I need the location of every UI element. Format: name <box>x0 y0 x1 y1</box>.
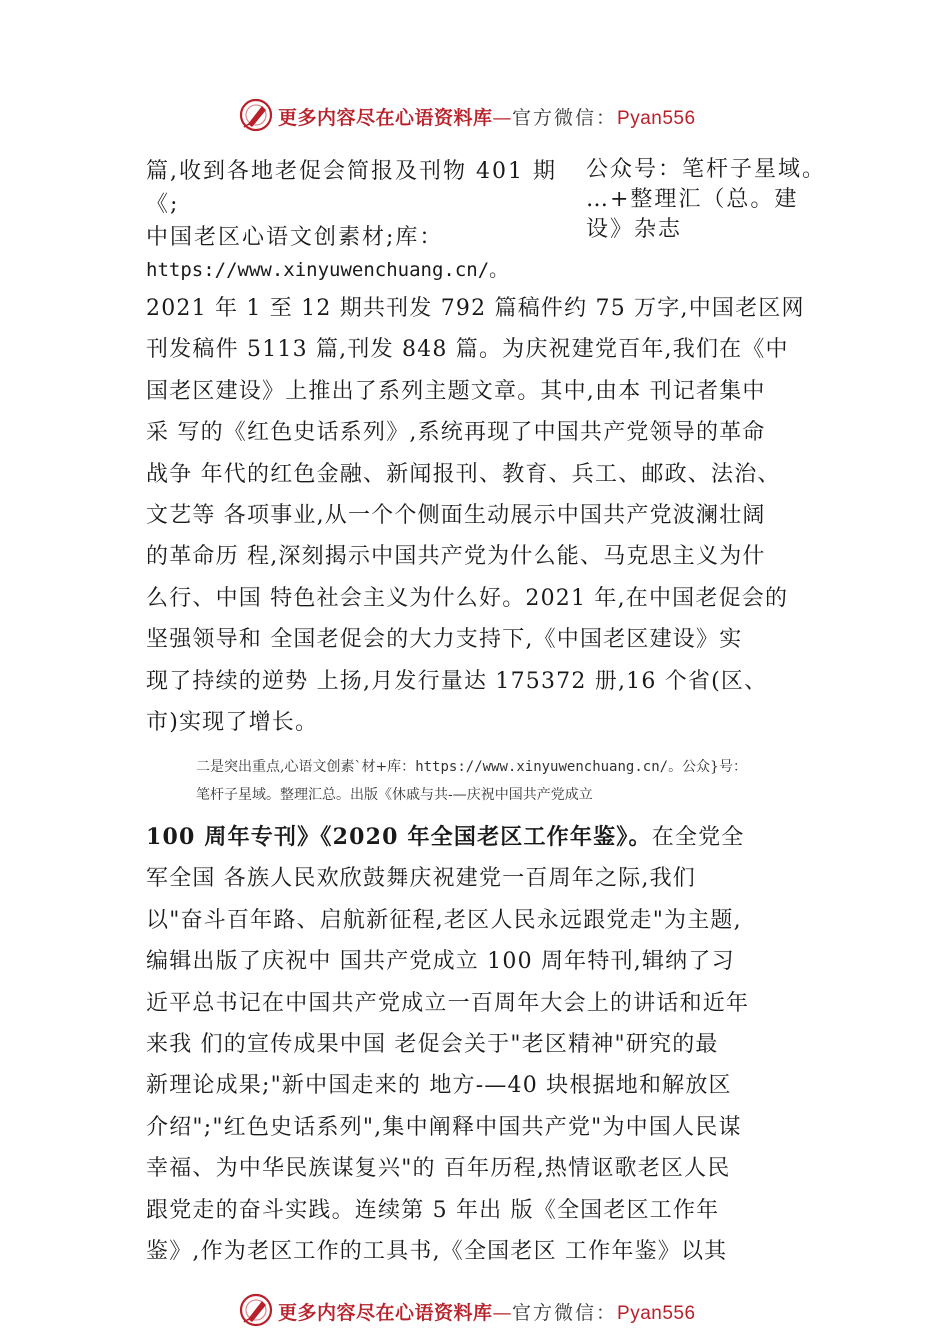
banner-wechat-label: 官方微信： <box>512 1302 618 1324</box>
paragraph-line: 刊发稿件 5113 篇,刊发 848 篇。为庆祝建党百年,我们在《中 <box>146 337 789 363</box>
footer-banner <box>0 1290 950 1330</box>
header-banner <box>0 95 950 135</box>
banner-text <box>278 103 696 130</box>
banner-site-name: 更多内容尽在心语资料库 <box>278 107 493 129</box>
paragraph-line: 近平总书记在中国共产党成立一百周年大会上的讲话和近年 <box>146 990 750 1016</box>
pen-nib-logo-icon <box>238 97 274 133</box>
top-left-line-2: 《; <box>146 192 180 217</box>
top-left-url: https://www.xinyuwenchuang.cn/。 <box>146 259 509 281</box>
banner-site-name: 更多内容尽在心语资料库 <box>278 1302 493 1324</box>
paragraph-line: 新理论成果;"新中国走来的 地方-—40 块根据地和解放区 <box>146 1073 732 1099</box>
top-left-column <box>146 155 576 287</box>
small-note <box>196 753 836 809</box>
top-left-line-1: 篇,收到各地老促会简报及刊物 401 期 <box>146 159 557 184</box>
paragraph-line <box>146 817 826 858</box>
paragraph-line: 采 写的《红色史话系列》,系统再现了中国共产党领导的革命 <box>146 420 766 446</box>
heading-rest: 在全党全 <box>651 825 745 850</box>
banner-wechat-id: Pyan556 <box>617 108 696 129</box>
paragraph-line: 2021 年 1 至 12 期共刊发 792 篇稿件约 75 万字,中国老区网 <box>146 296 805 321</box>
paragraph-line: 跟党走的奋斗实践。连续第 5 年出 版《全国老区工作年 <box>146 1197 720 1223</box>
bold-heading: 100 周年专刊》《2020 年全国老区工作年鉴》。 <box>146 824 652 850</box>
body-paragraph-2 <box>146 817 826 1272</box>
banner-wechat-label: 官方微信： <box>512 107 618 129</box>
paragraph-line: 幸福、为中华民族谋复兴"的 百年历程,热情讴歌老区人民 <box>146 1156 731 1182</box>
banner-text <box>278 1298 696 1325</box>
paragraph-line: 军全国 各族人民欢欣鼓舞庆祝建党一百周年之际,我们 <box>146 866 696 892</box>
note-suffix: 。公众}号： <box>668 759 747 775</box>
banner-dash: — <box>492 107 513 129</box>
banner-dash: — <box>492 1302 513 1324</box>
top-right-line-2: …+整理汇（总。建 <box>586 187 799 212</box>
paragraph-line: 编辑出版了庆祝中 国共产党成立 100 周年特刊,辑纳了习 <box>146 949 735 975</box>
note-url: https://www.xinyuwenchuang.cn/ <box>415 759 669 775</box>
paragraph-line: 国老区建设》上推出了系列主题文章。其中,由本 刊记者集中 <box>146 378 766 404</box>
paragraph-line: 市)实现了增长。 <box>146 710 319 736</box>
top-right-line-3: 设》杂志 <box>586 217 683 242</box>
note-prefix: 二是突出重点,心语文创素`材+库： <box>196 759 416 775</box>
paragraph-line: 以"奋斗百年路、启航新征程,老区人民永远跟党走"为主题, <box>146 907 742 933</box>
small-note-line-1 <box>196 753 836 781</box>
paragraph-line: 文艺等 各项事业,从一个个侧面生动展示中国共产党波澜壮阔 <box>146 503 766 529</box>
paragraph-line: 来我 们的宣传成果中国 老促会关于"老区精神"研究的最 <box>146 1032 719 1058</box>
banner-wechat-id: Pyan556 <box>617 1303 696 1324</box>
paragraph-line: 的革命历 程,深刻揭示中国共产党为什么能、马克思主义为什 <box>146 544 766 570</box>
paragraph-line: 鉴》,作为老区工作的工具书,《全国老区 工作年鉴》以其 <box>146 1239 728 1265</box>
body-paragraph-1 <box>146 288 826 743</box>
top-right-line-1: 公众号：笔杆子星域。 <box>586 157 827 182</box>
top-left-line-3: 中国老区心语文创素材;库： <box>146 225 444 250</box>
paragraph-line: 坚强领导和 全国老促会的大力支持下,《中国老区建设》实 <box>146 627 743 653</box>
paragraph-line: 介绍";"红色史话系列",集中阐释中国共产党"为中国人民谋 <box>146 1114 742 1140</box>
paragraph-line: 么行、中国 特色社会主义为什么好。2021 年,在中国老促会的 <box>146 585 789 611</box>
top-right-column <box>586 155 846 245</box>
pen-nib-logo-icon <box>238 1292 274 1328</box>
paragraph-line: 战争 年代的红色金融、新闻报刊、教育、兵工、邮政、法治、 <box>146 461 781 487</box>
small-note-line-2: 笔杆子星域。整理汇总。出版《休戚与共-—庆祝中国共产党成立 <box>196 787 593 803</box>
paragraph-line: 现了持续的逆势 上扬,月发行量达 175372 册,16 个省(区、 <box>146 668 768 694</box>
